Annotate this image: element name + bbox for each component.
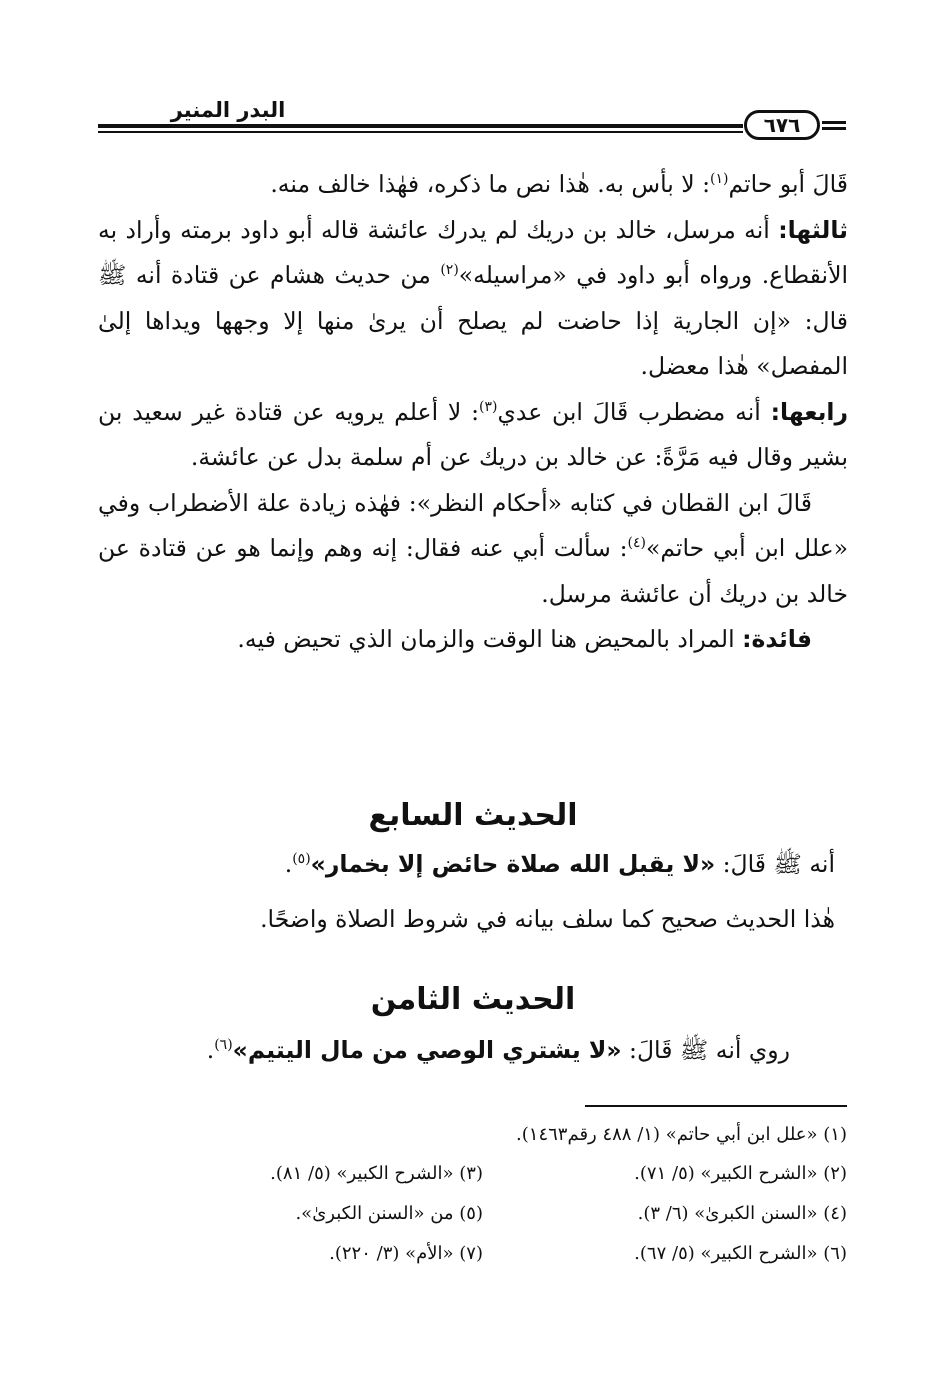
book-title: البدر المنير <box>170 98 286 122</box>
page-number: ٦٧٦ <box>744 110 820 140</box>
header-rule-right <box>822 121 846 124</box>
paragraph-abu-hatim <box>98 162 848 208</box>
footnote-3: (٣) «الشرح الكبير» (٥/ ٨١). <box>270 1163 483 1184</box>
paragraph-text: المراد بالمحيض هنا الوقت والزمان الذي تحيض فيه. <box>237 625 743 653</box>
hadith-seventh-text <box>115 850 835 884</box>
footnote-2: (٢) «الشرح الكبير» (٥/ ٧١). <box>634 1163 847 1184</box>
footnote-7: (٧) «الأم» (٣/ ٢٢٠). <box>329 1243 483 1264</box>
hadith-eighth-text <box>110 1036 790 1070</box>
paragraph-text: : لا أعلم يرويه عن قتادة غير سعيد بن بشير وقال فيه مَرَّةً: عن خالد بن دريك عن أم سلمة بدل عن عائشة. <box>98 397 848 471</box>
paragraph-text: من حديث هشام عن قتادة أنه ﷺ قال: «إن الجارية إذا حاضت لم يصلح أن يرىٰ منها إلا وجهها ويداها إلىٰ المفصل» هٰذا معضل. <box>98 261 848 380</box>
paragraph-text: أنه مرسل، خالد بن دريك لم يدرك عائشة قاله أبو داود برمته وأراد به الأنقطاع. ورواه أبو داود في «مراسيله» <box>98 215 848 289</box>
footnote-ref: (٣) <box>479 398 498 415</box>
paragraph-third <box>98 208 848 390</box>
section-heading-seventh: الحديث السابع <box>368 798 578 833</box>
header-rule-thick <box>98 124 743 128</box>
paragraph-text: : سألت أبي عنه فقال: إنه وهم وإنما هو عن قتادة عن خالد بن دريك أن عائشة مرسل. <box>98 534 848 608</box>
footnote-ref: (٢) <box>440 262 459 279</box>
hadith-end: . <box>206 1036 215 1064</box>
hadith-quote: «لا يشتري الوصي من مال اليتيم» <box>232 1036 622 1064</box>
paragraph-label: رابعها: <box>770 397 849 426</box>
footnote-1: (١) «علل ابن أبي حاتم» (١/ ٤٨٨ رقم١٤٦٣). <box>516 1124 847 1145</box>
page-header <box>98 98 848 142</box>
hadith-seventh-comment: هٰذا الحديث صحيح كما سلف بيانه في شروط الصلاة واضحًا. <box>260 905 835 933</box>
paragraph-text: أنه مضطرب قَالَ ابن عدي <box>497 397 771 426</box>
footnote-5: (٥) من «السنن الكبرىٰ». <box>295 1203 483 1224</box>
paragraph-text: قَالَ ابن القطان في كتابه «أحكام النظر»: فهٰذه زيادة علة الأضطراب وفي «علل ابن أبي حاتم» <box>98 488 848 562</box>
header-rule-thin <box>98 131 743 133</box>
hadith-quote: «لا يقبل الله صلاة حائض إلا بخمار» <box>310 850 716 878</box>
paragraph-text: : لا بأس به. هٰذا نص ما ذكره، فهٰذا خالف منه. <box>270 170 711 198</box>
paragraph-label: ثالثها: <box>778 215 848 244</box>
footnote-separator <box>585 1105 847 1107</box>
footnote-ref: (٦) <box>214 1037 233 1054</box>
footnote-ref: (٥) <box>292 851 311 868</box>
paragraph-fourth <box>98 390 848 481</box>
paragraph-text: قَالَ أبو حاتم <box>728 170 848 198</box>
paragraph-benefit <box>98 617 848 663</box>
footnote-ref: (١) <box>710 171 729 188</box>
footnote-6: (٦) «الشرح الكبير» (٥/ ٦٧). <box>634 1243 847 1264</box>
section-heading-eighth: الحديث الثامن <box>370 982 576 1017</box>
body-text <box>98 162 848 663</box>
hadith-intro: روي أنه ﷺ قَالَ: <box>621 1036 790 1064</box>
paragraph-ibn-qattan <box>98 481 848 618</box>
footnote-ref: (٤) <box>627 535 646 552</box>
header-rule-right-lower <box>822 127 846 130</box>
hadith-intro: أنه ﷺ قَالَ: <box>715 850 835 878</box>
paragraph-label: فائدة: <box>742 625 812 653</box>
footnote-4: (٤) «السنن الكبرىٰ» (٦/ ٣). <box>637 1203 847 1224</box>
hadith-end: . <box>284 850 293 878</box>
